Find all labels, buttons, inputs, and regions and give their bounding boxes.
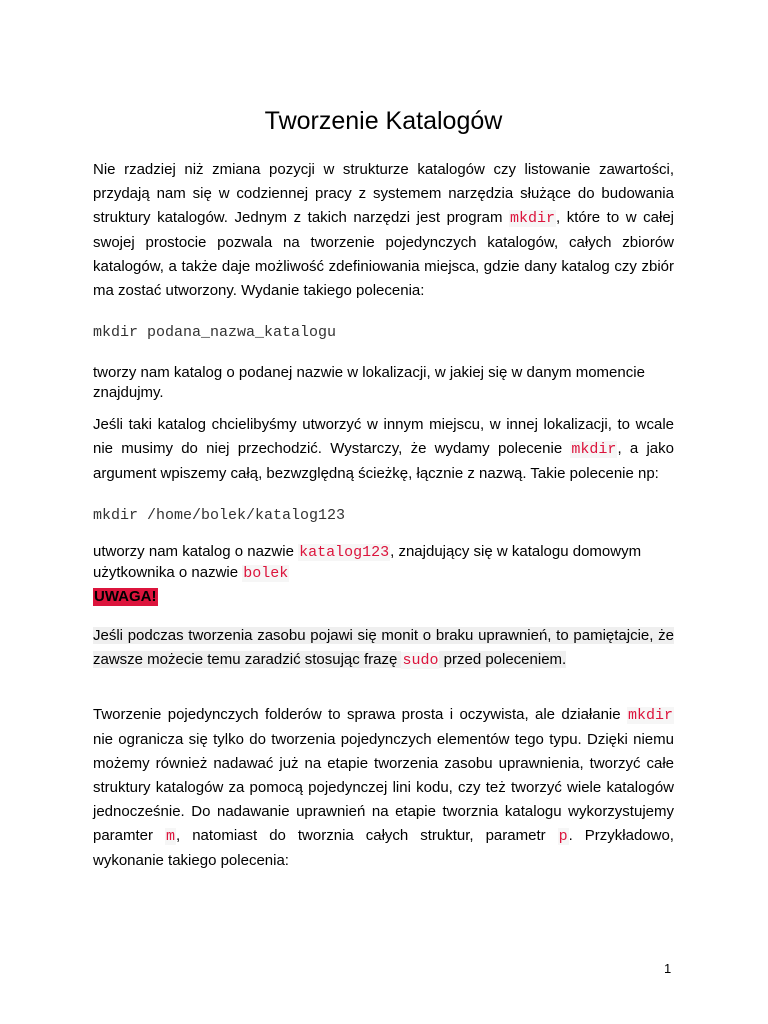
warning-paragraph	[93, 587, 674, 607]
inline-code: mkdir	[571, 441, 617, 458]
paragraph: tworzy nam katalog o podanej nazwie w lokalizacji, w jakiej się w danym momencie znajdujmy.	[93, 364, 645, 401]
warning-text: Jeśli podczas tworzenia zasobu pojawi się monit o braku uprawnień, to pamiętajcie, że zawsze możecie temu zaradzić stosując frazę sudo przed poleceniem.	[93, 627, 674, 669]
paragraph: utworzy nam katalog o nazwie katalog123, znajdujący się w katalogu domowym użytkownika o nazwie bolek	[93, 543, 642, 582]
code-block: mkdir /home/bolek/katalog123	[93, 507, 346, 524]
inline-code: bolek	[243, 565, 289, 582]
paragraph: Tworzenie pojedynczych folderów to sprawa prosta i oczywista, ale działanie mkdir nie ogranicza się tylko do tworzenia pojedynczych elementów tego typu. Dzięki niemu możemy również nadawać już na etapie tworzenia zasobu uprawnienia, tworzyć całe struktury katalogów za pomocą pojedynczej lini kodu, czy też tworzyć wiele katalogów jednocześnie. Do nadawanie uprawnień na etapie tworznia katalogu wykorzystujemy paramter m, natomiast do tworznia całych struktur, parametr p. Przykładowo, wykonanie takiego polecenia:	[93, 706, 674, 869]
intro-paragraph: Nie rzadziej niż zmiana pozycji w strukturze katalogów czy listowanie zawartości, przydają nam się w codziennej pracy z systemem narzędzia służące do budowania struktury katalogów. Jednym z takich narzędzi jest program mkdir, które to w całej swojej prostocie pozwala na tworzenie pojedynczych katalogów, całych zbiorów katalogów, a także daje możliwość zdefiniowania miejsca, gdzie dany katalog czy zbiór ma zostać utworzony. Wydanie takiego polecenia:	[93, 161, 674, 299]
page-title: Tworzenie Katalogów	[264, 107, 503, 135]
inline-code: mkdir	[510, 210, 556, 227]
inline-code: p	[558, 828, 568, 845]
page-number: 1	[664, 961, 672, 976]
page-content	[93, 104, 674, 873]
paragraph: Jeśli taki katalog chcielibyśmy utworzyć w innym miejscu, w innej lokalizacji, to wcale nie musimy do niej przechodzić. Wystarczy, że wydamy polecenie mkdir, a jako argument wpiszemy całą, bezwzględną ścieżkę, łącznie z nazwą. Takie polecenie np:	[93, 416, 674, 482]
inline-code: katalog123	[299, 544, 390, 561]
inline-code: mkdir	[627, 707, 673, 724]
inline-code: sudo	[402, 652, 439, 669]
warning-badge: UWAGA!	[94, 588, 157, 605]
inline-code: m	[166, 828, 176, 845]
code-block: mkdir podana_nazwa_katalogu	[93, 324, 337, 341]
